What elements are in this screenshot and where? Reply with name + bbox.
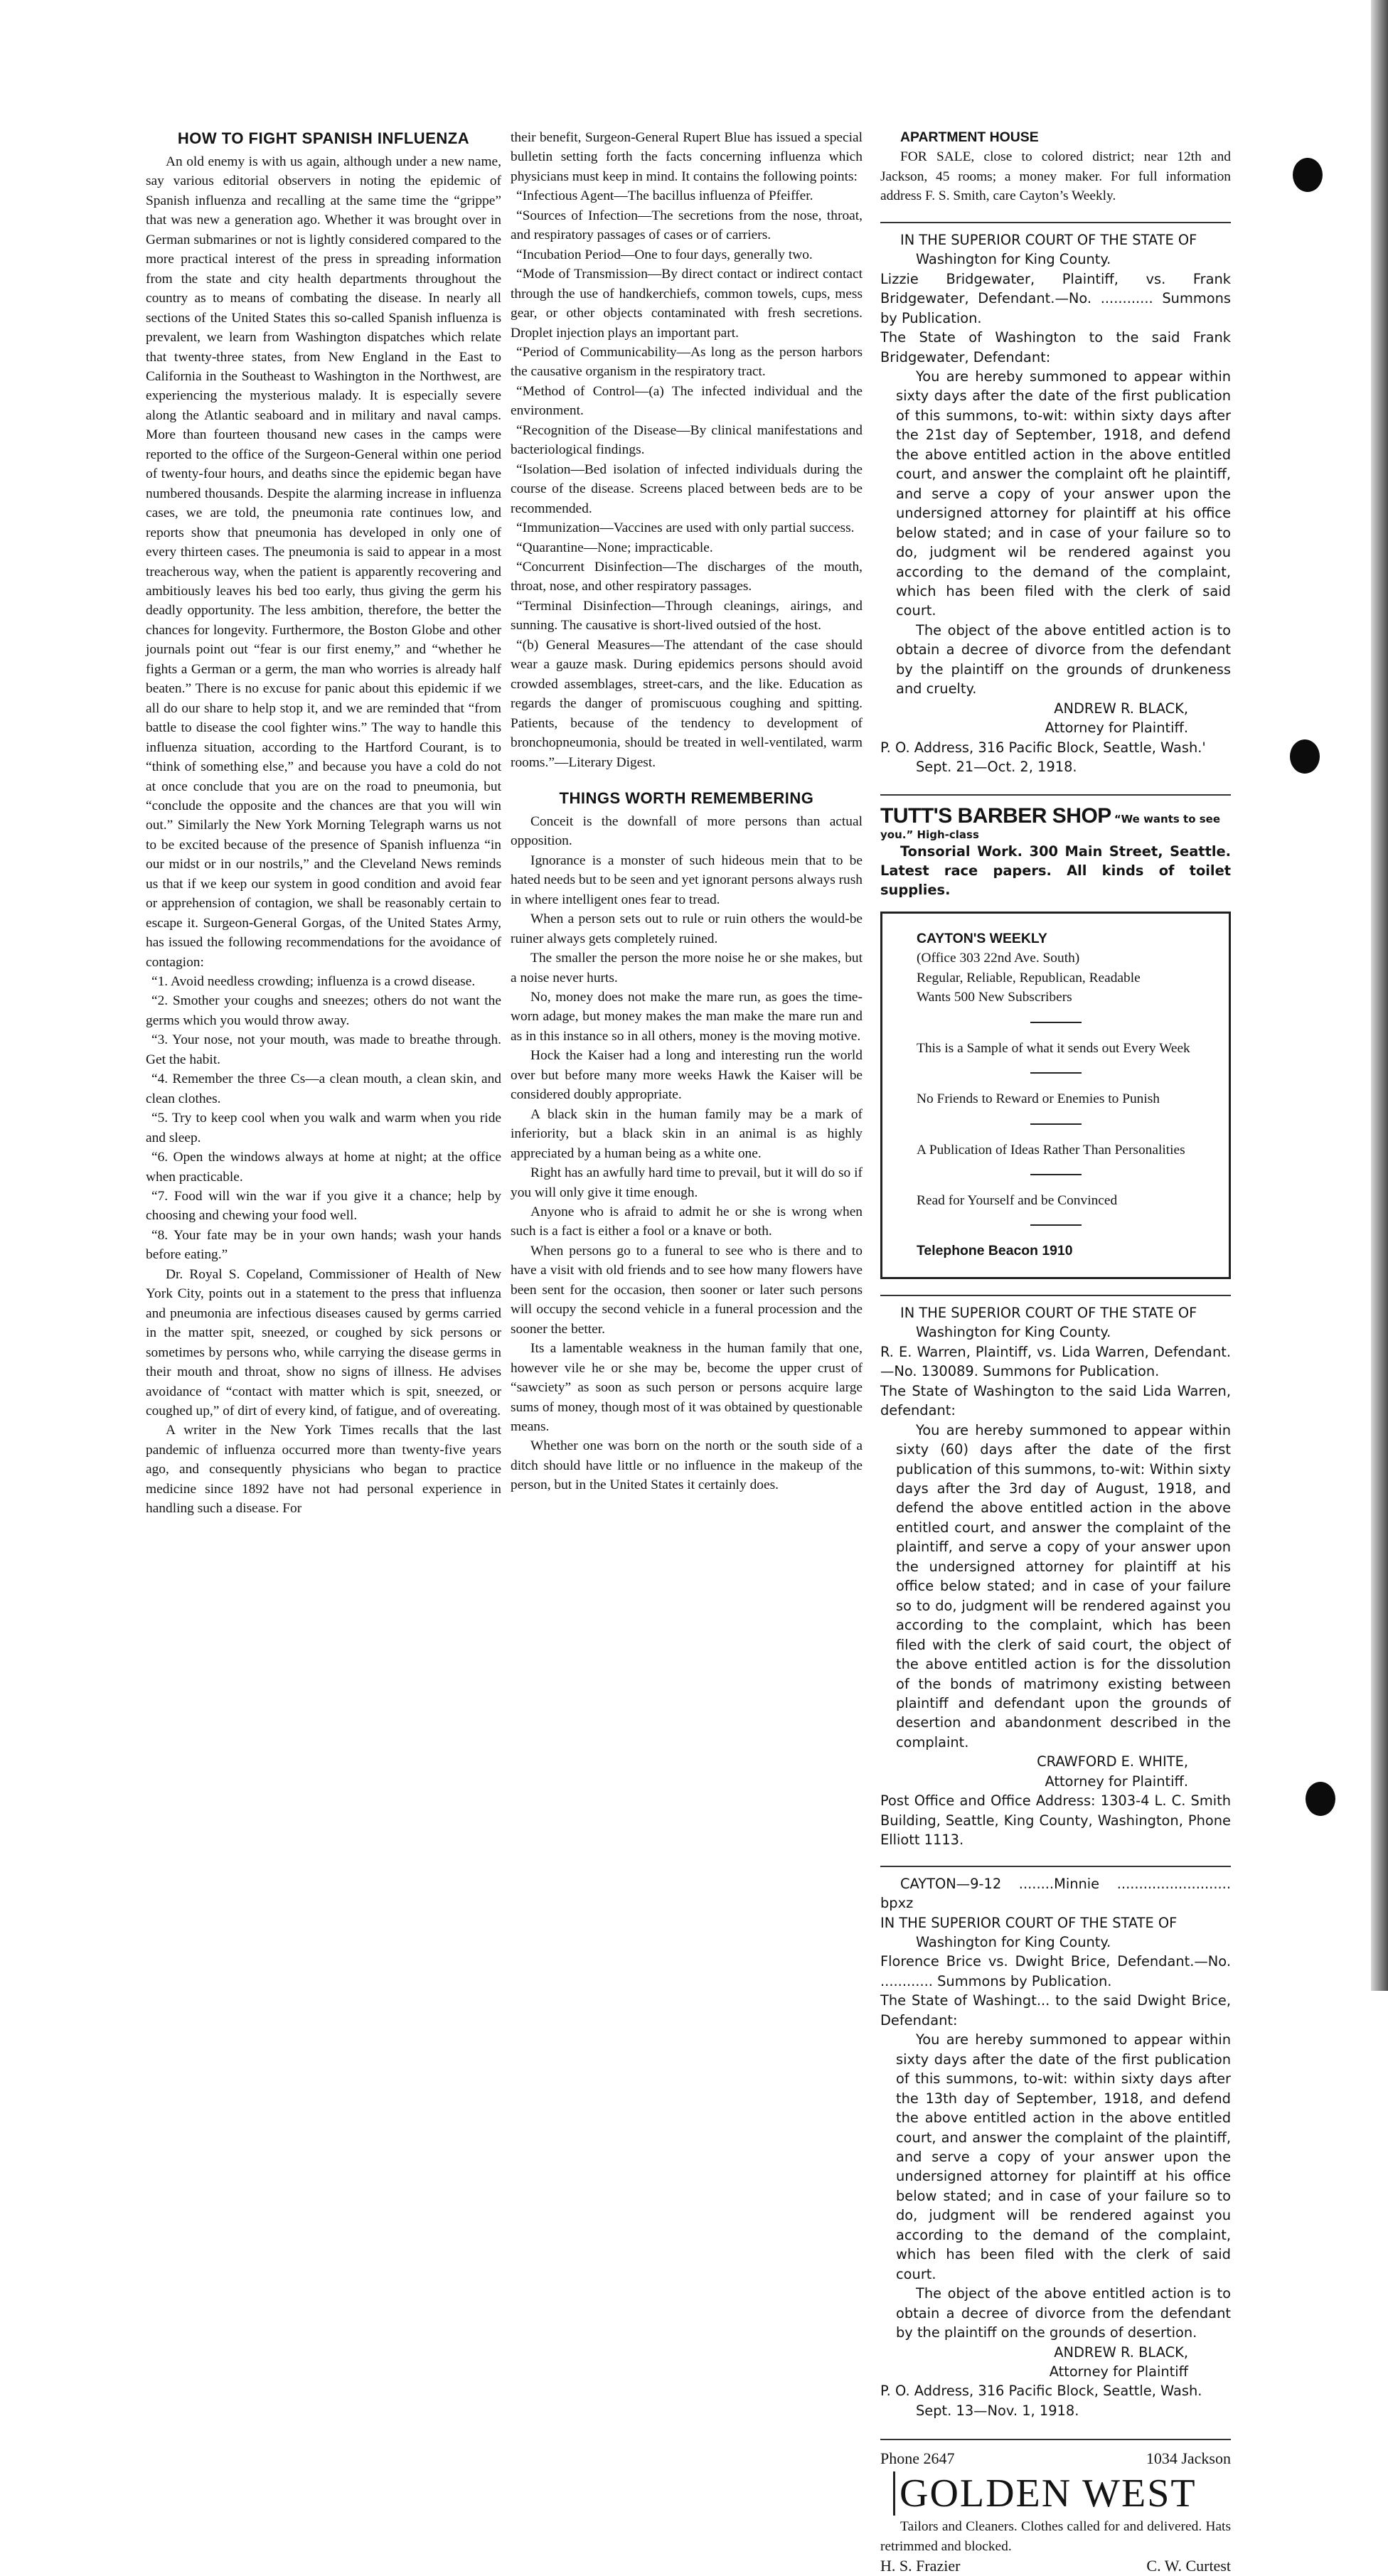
apartment-ad	[880, 128, 1231, 206]
column-middle	[511, 128, 863, 1495]
bulletin-point: “Period of Communicability—As long as the person harbors the causative organism in the respiratory tract.	[511, 344, 863, 380]
legal-line: IN THE SUPERIOR COURT OF THE STATE OF	[900, 231, 1197, 248]
legal-line: Lizzie Bridgewater, Plaintiff, vs. Frank Bridgewater, Defendant.—No. ............ Summons by Publication.	[880, 270, 1231, 326]
bulletin-point: “Recognition of the Disease—By clinical manifestations and bacteriological findings.	[511, 422, 863, 458]
ad-item: A Publication of Ideas Rather Than Personalities	[917, 1142, 1185, 1158]
divider	[1030, 1123, 1082, 1125]
bulletin-point: “Quarantine—None; impracticable.	[516, 540, 713, 555]
legal-line: You are hereby summoned to appear within sixty days after the date of the first publication of this summons, to-wit: within sixty days after the 21st day of September, 1918, and defend the above entitled action in the above entitled court, and answer the complaint oft he plaintiff, and serve a copy of your answer upon the undersigned attorney for plaintiff at his office below stated; and in case of your failure so to do, judgment wil be rendered against you according to the demand of the complaint, which has been filed with the clerk of said court.	[896, 368, 1231, 619]
legal-line: The object of the above entitled action is to obtain a decree of divorce from the defendant by the plaintiff on the grounds of drunkeness and cruelty.	[896, 621, 1231, 698]
recommendation: “1. Avoid needless crowding; influenza is a crowd disease.	[151, 974, 476, 990]
legal-line: Washington for King County.	[916, 251, 1111, 268]
punch-hole	[1293, 158, 1323, 192]
legal-line: Attorney for Plaintiff.	[1045, 1773, 1188, 1790]
attorney-name: ANDREW R. BLACK,	[1054, 2343, 1188, 2361]
legal-line: Washington for King County.	[916, 1324, 1111, 1341]
ad-line: Wants 500 New Subscribers	[917, 990, 1072, 1005]
ad-item: This is a Sample of what it sends out Every Week	[917, 1040, 1190, 1056]
legal-line: Sept. 21—Oct. 2, 1918.	[916, 759, 1077, 776]
bulletin-point: “Infectious Agent—The bacillus influenza of Pfeiffer.	[516, 188, 813, 204]
maxim-paragraph: Right has an awfully hard time to prevail, but it will do so if you will only give it time enough.	[511, 1165, 863, 1200]
maxim-paragraph: Ignorance is a monster of such hideous mein that to be hated needs but to be seen and yet ignorant persons always rush in where intelligent ones fear to tread.	[511, 853, 863, 907]
maxim-paragraph: A black skin in the human family may be a mark of inferiority, but a black skin in an animal is as highly appreciated by a human being as a white one.	[511, 1106, 863, 1161]
legal-line: IN THE SUPERIOR COURT OF THE STATE OF	[880, 1914, 1178, 1931]
attorney-name: ANDREW R. BLACK,	[1054, 700, 1188, 717]
ad-office: (Office 303 22nd Ave. South)	[917, 951, 1080, 966]
maxim-paragraph: Hock the Kaiser had a long and interesting run the world over but before many more weeks Hawk the Kaiser will be considered doubly appropriate.	[511, 1048, 863, 1103]
ad-item: No Friends to Reward or Enemies to Punish	[917, 1091, 1160, 1107]
bulletin-point: “Concurrent Disinfection—The discharges of the mouth, throat, nose, and other respiratory passages.	[511, 559, 863, 594]
caytons-weekly-ad	[880, 912, 1231, 1279]
barber-tagline: “We wants to see you.” High-class	[880, 812, 1221, 841]
maxim-paragraph: Its a lamentable weakness in the human family that one, however vile he or she may be, become the upper crust of “sawciety” as soon as such person or persons acquire large sums of money, though most of it was obtained by questionable means.	[511, 1341, 863, 1434]
golden-text: Tailors and Cleaners. Clothes called for and delivered. Hats retrimmed and blocked.	[880, 2519, 1231, 2554]
punch-hole	[1306, 1782, 1335, 1816]
legal-line: CAYTON—9-12 ........Minnie .......................... bpxz	[880, 1875, 1231, 1912]
article-paragraph: An old enemy is with us again, although under a new name, say various editorial observers in noting the epidemic of Spanish influenza and recalling at the same time the “grippe” that was new a generation ago. Whether it was brought over in German submarines or not is lightly considered compared to the more practical interest of the press in spreading information from the state and city health departments throughout the country as to means of combating the disease. In nearly all sections of the United States this so-called Spanish influenza is prevalent, we learn from Washington dispatches which relate that twenty-three states, from New England in the East to California in the Southeast to Washington in the Northwest, are experiencing the mysterious malady. It is especially severe along the Atlantic seaboard and in military and naval camps. More than fourteen thousand new cases in the camps were reported to the office of the Surgeon-General within one period of twenty-four hours, and deaths since the epidemic began have numbered thousands. Despite the alarming increase in influenza cases, we are told, the pneumonia rate continues low, and reports show that pneumonia has developed in only one of every thirteen cases. The pneumonia is said to appear in a most treacherous way, when the patient is apparently recovering and ambitiously leaves his bed too early, thus giving the germ his deadly opportunity. The less ambition, therefore, the better the chances for longevity. Furthermore, the Boston Globe and other journals point out “fear is our first enemy,” and “whether he fights a German or a germ, the man who worries is already half beaten.” There is no excuse for panic about this epidemic if we all do our share to help stop it, and we are reminded that “from battle to disease the cool fighter wins.” The way to handle this influenza situation, according to the Hartford Courant, is to “think of something else,” and because you have a cold do not at once conclude that you are on the road to pneumonia, but “conclude the opposite and the chances are that you will win out.” Similarly the New York Morning Telegraph warns us not to be excited because of the presence of Spanish influenza “in our midst or in our nostrils,” and the Cleveland News reminds us that if we keep our system in good condition and avoid fear or apprehension of contagion, we shall be reasonably certain to escape it. Surgeon-General Gorgas, of the United States Army, has issued the following recommendations for the avoidance of contagion:	[146, 154, 501, 970]
recommendation: “4. Remember the three Cs—a clean mouth, a clean skin, and clean clothes.	[146, 1071, 501, 1106]
barber-ad	[880, 794, 1231, 900]
golden-phone: Phone 2647	[880, 2449, 955, 2468]
divider	[1030, 1174, 1082, 1175]
legal-line: IN THE SUPERIOR COURT OF THE STATE OF	[900, 1304, 1197, 1321]
golden-west-ad	[880, 2439, 1231, 2576]
legal-notice-bridgewater	[880, 222, 1231, 777]
golden-title: GOLDEN WEST	[893, 2471, 1231, 2516]
legal-line: The object of the above entitled action is to obtain a decree of divorce from the defendant by the plaintiff on the grounds of desertion.	[896, 2285, 1231, 2341]
legal-line: You are hereby summoned to appear within sixty days after the date of the first publication of this summons, to-wit: within sixty days after the 13th day of September, 1918, and defend the above entitled action in the above entitled court, and answer the complaint of the plaintiff, and serve a copy of your answer upon the undersigned attorney for plaintiff at his office below stated; and in case of your failure so to do, judgment will be rendered against you according to the demand of the complaint, which has been filed with the clerk of said court.	[896, 2031, 1231, 2282]
golden-name-left: H. S. Frazier	[880, 2557, 961, 2575]
bulletin-point: “Method of Control—(a) The infected individual and the environment.	[511, 383, 863, 419]
maxim-paragraph: Whether one was born on the north or the south side of a ditch should have little or no influence in the makeup of the person, but in the United States it certainly does.	[511, 1438, 863, 1493]
ad-line: Regular, Reliable, Republican, Readable	[917, 970, 1141, 985]
recommendation: “3. Your nose, not your mouth, was made to breathe through. Get the habit.	[146, 1032, 501, 1067]
legal-notice-brice	[880, 1866, 1231, 2421]
article-paragraph: A writer in the New York Times recalls that the last pandemic of influenza occurred more than twenty-five years ago, and consequently physicians who began to practice medicine since 1892 have not had personal experience in handling such a disease. For	[146, 1423, 501, 1517]
legal-line: P. O. Address, 316 Pacific Block, Seattle, Wash.	[880, 2383, 1202, 2400]
ad-item: Read for Yourself and be Convinced	[917, 1193, 1118, 1209]
divider	[1030, 1224, 1082, 1226]
maxim-paragraph: When a person sets out to rule or ruin others the would-be ruiner always gets completely ruined.	[511, 912, 863, 946]
column-right	[880, 128, 1231, 2576]
article-paragraph: their benefit, Surgeon-General Rupert Blue has issued a special bulletin setting forth the facts concerning influenza which physicians must keep in mind. It contains the following points:	[511, 130, 863, 184]
maxim-paragraph: Conceit is the downfall of more persons than actual opposition.	[511, 813, 863, 849]
legal-line: Florence Brice vs. Dwight Brice, Defendant.—No. ............ Summons by Publication.	[880, 1953, 1231, 1989]
recommendation: “2. Smother your coughs and sneezes; others do not want the germs which you would throw away.	[146, 993, 501, 1028]
ad-telephone: Telephone Beacon 1910	[917, 1243, 1073, 1259]
legal-line: Washington for King County.	[916, 1933, 1111, 1950]
golden-address: 1034 Jackson	[1146, 2449, 1231, 2468]
legal-line: Attorney for Plaintiff	[1049, 2363, 1188, 2380]
legal-line: R. E. Warren, Plaintiff, vs. Lida Warren, Defendant.—No. 130089. Summons for Publication.	[880, 1343, 1231, 1380]
recommendation: “8. Your fate may be in your own hands; wash your hands before eating.”	[146, 1227, 501, 1263]
legal-line: Post Office and Office Address: 1303-4 L. C. Smith Building, Seattle, King County, Washington, Phone Elliott 1113.	[880, 1792, 1231, 1849]
golden-name-right: C. W. Curtest	[1146, 2557, 1231, 2575]
recommendation: “7. Food will win the war if you give it a chance; help by choosing and chewing your food well.	[146, 1189, 501, 1224]
bulletin-point: “(b) General Measures—The attendant of the case should wear a gauze mask. During epidemics persons should avoid crowded assemblages, street-cars, and the like. Education as regards the danger of promiscuous coughing and spitting. Patients, because of the tendency to development of bronchopneumonia, should be treated in well-ventilated, warm rooms.”—Literary Digest.	[511, 637, 863, 770]
maxim-paragraph: When persons go to a funeral to see who is there and to have a visit with old friends and to see how many flowers have been sent for the occasion, then sooner or later such persons will occupy the second vehicle in a funeral procession and the sooner the better.	[511, 1243, 863, 1337]
attorney-name: CRAWFORD E. WHITE,	[1037, 1753, 1188, 1770]
maxim-paragraph: Anyone who is afraid to admit he or she is wrong when such is a fact is either a fool or a knave or both.	[511, 1204, 863, 1239]
apartment-heading: APARTMENT HOUSE	[900, 129, 1039, 145]
bulletin-point: “Terminal Disinfection—Through cleanings, airings, and sunning. The causative is short-lived outsied of the host.	[511, 598, 863, 634]
barber-text: Tonsorial Work. 300 Main Street, Seattle. Latest race papers. All kinds of toilet supplies.	[880, 843, 1231, 899]
column-left	[146, 128, 501, 1519]
bulletin-point: “Mode of Transmission—By direct contact or indirect contact through the use of handkerchiefs, common towels, cups, mess gear, or other objects contaminated with fresh secretions. Droplet injection plays an important part.	[511, 267, 863, 341]
apartment-text: FOR SALE, close to colored district; near 12th and Jackson, 45 rooms; a money maker. For full information address F. S. Smith, care Cayton’s Weekly.	[880, 149, 1231, 204]
divider	[1030, 1022, 1082, 1023]
maxim-paragraph: No, money does not make the mare run, as goes the time-worn adage, but money makes the man make the mare run and as in this instance so in all others, money is the moving motive.	[511, 990, 863, 1044]
legal-line: The State of Washingt... to the said Dwight Brice, Defendant:	[880, 1992, 1231, 2029]
recommendation: “6. Open the windows always at home at night; at the office when practicable.	[146, 1150, 501, 1185]
bulletin-point: “Incubation Period—One to four days, generally two.	[516, 247, 813, 262]
barber-title: TUTT'S BARBER SHOP	[880, 803, 1111, 828]
punch-hole	[1290, 739, 1320, 774]
legal-line: P. O. Address, 316 Pacific Block, Seattle, Wash.'	[880, 739, 1206, 756]
recommendation: “5. Try to keep cool when you walk and warm when you ride and sleep.	[146, 1111, 501, 1145]
bulletin-point: “Immunization—Vaccines are used with only partial success.	[516, 520, 855, 536]
bulletin-point: “Sources of Infection—The secretions from the nose, throat, and respiratory passages of cases or of carriers.	[511, 208, 863, 243]
article-heading: HOW TO FIGHT SPANISH INFLUENZA	[177, 129, 470, 147]
legal-line: You are hereby summoned to appear within sixty (60) days after the date of the first publication of this summons, to-wit: Within sixty days after the 3rd day of August, 1918, and defend the above entitled action in the above entitled court, and answer the complaint of the plaintiff, and serve a copy of your answer upon the undersigned attorney for plaintiff at his office below stated; and in case of your failure so to do, judgment will be rendered against you according to the complaint, which has been filed with the clerk of said court, the object of the above entitled action is for the dissolution of the bonds of matrimony existing between plaintiff and defendant upon the grounds of desertion and abandonment described in the complaint.	[896, 1421, 1231, 1751]
divider	[1030, 1072, 1082, 1074]
legal-line: Sept. 13—Nov. 1, 1918.	[916, 2402, 1079, 2419]
page-edge	[1371, 0, 1388, 1991]
legal-line: The State of Washington to the said Frank Bridgewater, Defendant:	[880, 329, 1231, 365]
article-heading: THINGS WORTH REMEMBERING	[559, 789, 814, 807]
legal-line: The State of Washington to the said Lida Warren, defendant:	[880, 1382, 1231, 1419]
legal-line: Attorney for Plaintiff.	[1045, 720, 1188, 737]
legal-notice-warren	[880, 1295, 1231, 1850]
ad-title: CAYTON'S WEEKLY	[917, 930, 1047, 946]
bulletin-point: “Isolation—Bed isolation of infected individuals during the course of the disease. Screens placed between beds are to be recommended.	[511, 461, 863, 516]
maxim-paragraph: The smaller the person the more noise he or she makes, but a noise never hurts.	[511, 951, 863, 985]
article-paragraph: Dr. Royal S. Copeland, Commissioner of Health of New York City, points out in a statement to the press that influenza and pneumonia are infectious diseases caused by germs carried in the matter spit, sneezed, or coughed by sick persons or sometimes by persons who, while carrying the disease germs in their mouth and throat, show no signs of illness. He advises avoidance of “contact with matter which is spit, sneezed, or coughed up,” of dirt of every kind, of fatigue, and of overeating.	[146, 1266, 501, 1418]
